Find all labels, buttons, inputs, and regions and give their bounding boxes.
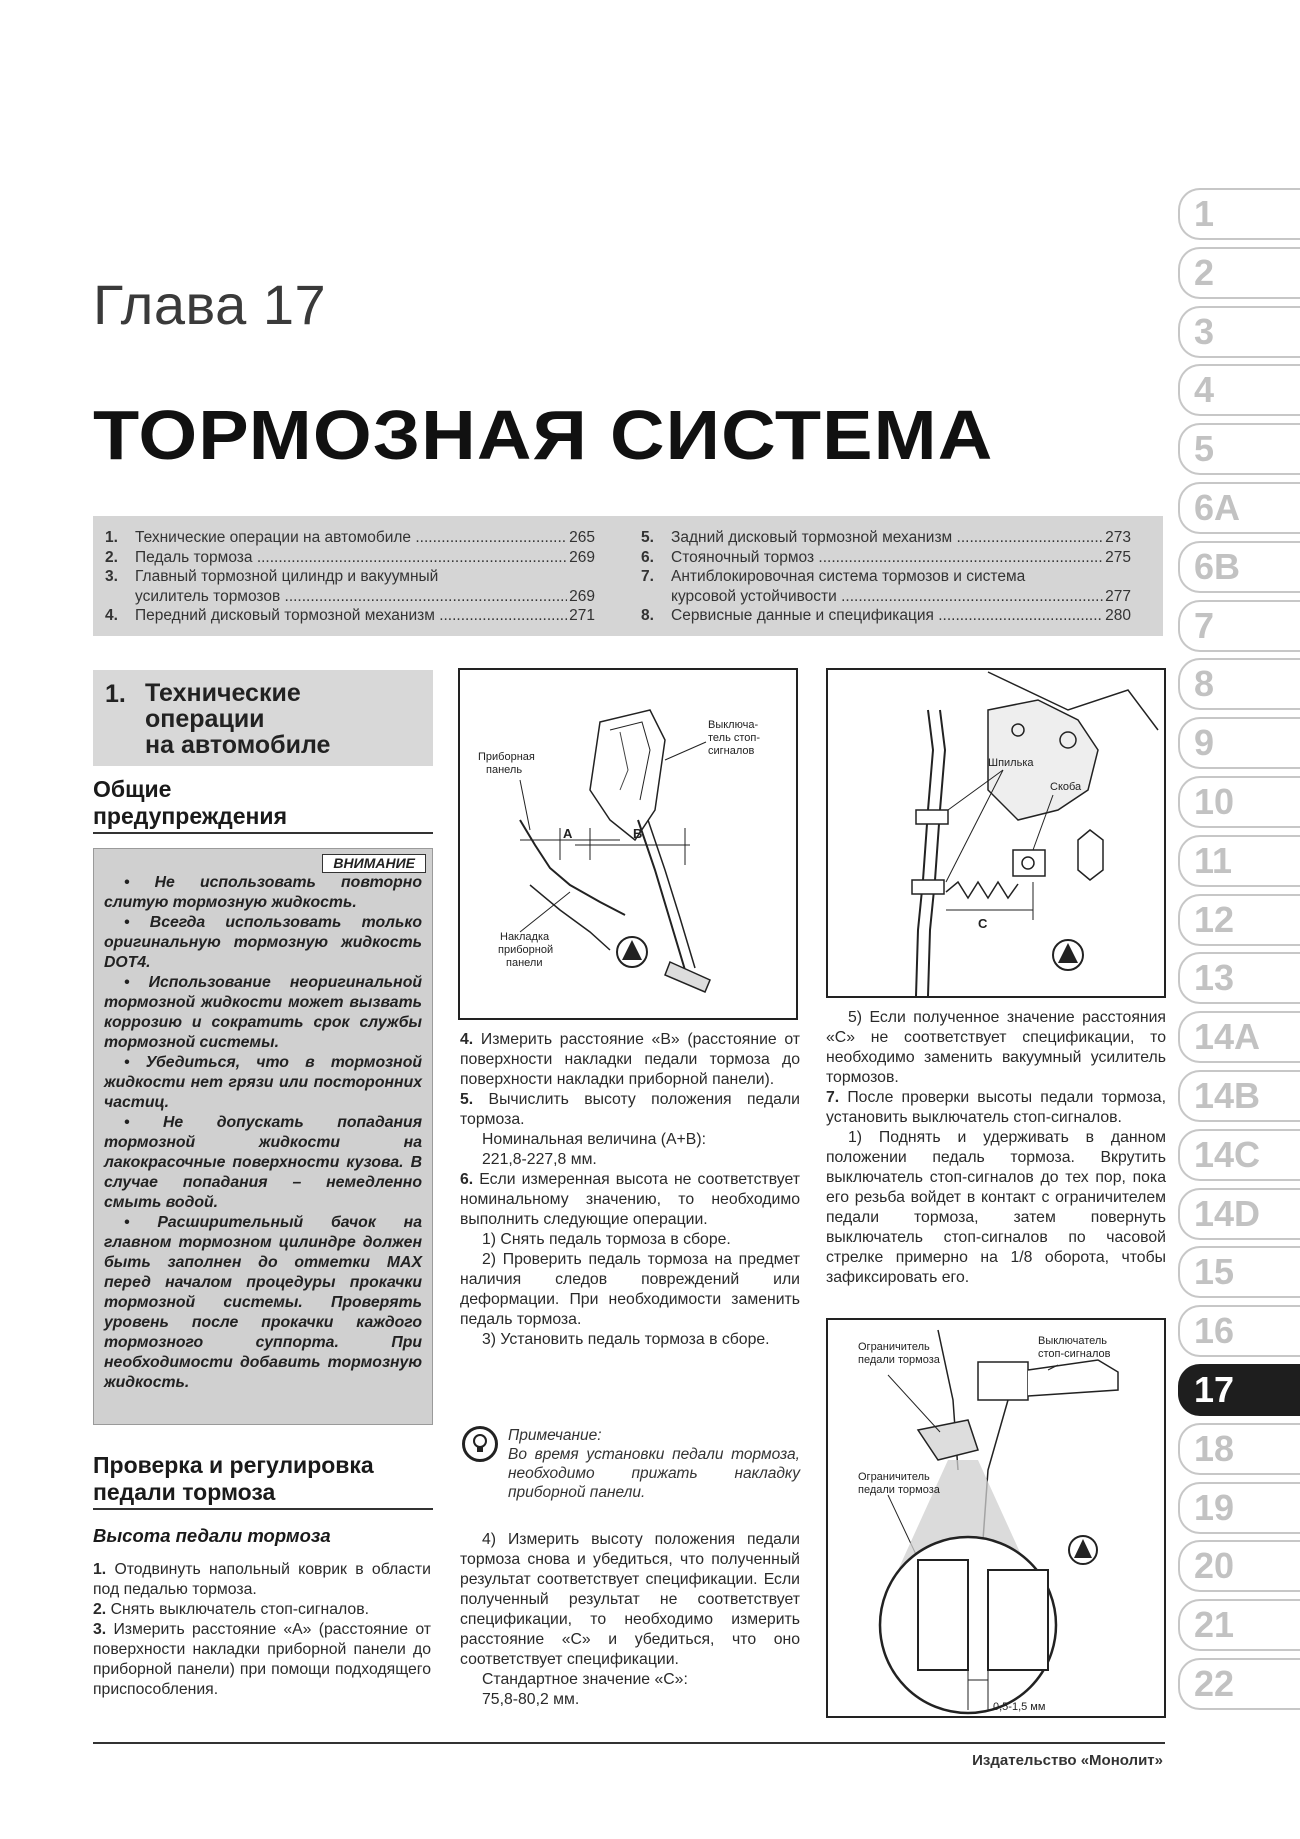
- tab-chapter-6b[interactable]: 6B: [1178, 541, 1300, 593]
- pedal-diagram: [460, 670, 796, 1018]
- substep-4: 4) Измерить высоту положения педали тормоза снова и убедиться, что полученный результат соответствует спецификации. Если полученный результат не соответствует спецификации, то необходимо измерить расстояние «C» и убедиться, что оно соответствует спецификации.: [460, 1531, 800, 1668]
- toc-num: 2.: [105, 548, 118, 566]
- tab-chapter-13[interactable]: 13: [1178, 952, 1300, 1004]
- figure-stud-bracket: [826, 668, 1166, 998]
- tab-chapter-9[interactable]: 9: [1178, 717, 1300, 769]
- toc-item-cont[interactable]: [641, 587, 1131, 607]
- trim-label-l3: панели: [506, 957, 543, 969]
- toc-page: 265: [569, 529, 595, 546]
- section-title-line: на автомобиле: [145, 731, 331, 759]
- section-number: 1.: [105, 680, 126, 708]
- step-5: 5. Вычислить высоту положения педали тормоза.: [460, 1091, 800, 1128]
- substep-2: 2) Проверить педаль тормоза на предмет наличия следов повреждений или деформации. При необходимости заменить педаль тормоза.: [460, 1251, 800, 1328]
- tab-chapter-14b[interactable]: 14B: [1178, 1070, 1300, 1122]
- column-2-text: [460, 1030, 800, 1350]
- note-body: Во время установки педали тормоза, необходимо прижать накладку приборной панели.: [508, 1446, 800, 1501]
- toc-num: 3.: [105, 568, 118, 585]
- toc-page: 275: [1105, 548, 1131, 566]
- toc-column-right: [641, 528, 1131, 626]
- substep-1: 1) Снять педаль тормоза в сборе.: [482, 1231, 731, 1248]
- toc-text: Главный тормозной цилиндр и вакуумный: [135, 568, 439, 585]
- nominal-value: 221,8-227,8 мм.: [482, 1151, 597, 1168]
- tab-chapter-14a[interactable]: 14A: [1178, 1011, 1300, 1063]
- heading-line: педали тормоза: [93, 1479, 276, 1505]
- dimension-b-label: B: [633, 826, 643, 841]
- pedal-stop2-label-l2: педали тормоза: [858, 1484, 940, 1496]
- note-text: [508, 1426, 800, 1502]
- step-6: 6. Если измеренная высота не соответствует номинальному значению, то необходимо выполнить следующие операции.: [460, 1171, 800, 1228]
- toc-item[interactable]: [641, 548, 1131, 568]
- tab-chapter-16[interactable]: 16: [1178, 1305, 1300, 1357]
- brake-switch-label-l1: Выключа-: [708, 719, 759, 731]
- tab-chapter-17-active[interactable]: 17: [1178, 1364, 1300, 1416]
- nominal-label: Номинальная величина (A+B):: [482, 1131, 706, 1148]
- section-title-line: операции: [145, 705, 265, 733]
- tab-chapter-3[interactable]: 3: [1178, 306, 1300, 358]
- tab-chapter-10[interactable]: 10: [1178, 776, 1300, 828]
- warning-box: [93, 848, 433, 1425]
- toc-text: Педаль тормоза: [135, 548, 253, 566]
- dimension-a-label: A: [563, 826, 573, 841]
- toc-page: 280: [1105, 607, 1131, 624]
- stud-label: Шпилька: [988, 757, 1034, 769]
- toc-num: 7.: [641, 568, 654, 585]
- toc-column-left: [105, 528, 595, 626]
- toc-text: Передний дисковый тормозной механизм: [135, 607, 435, 624]
- gap-label: 0,5-1,5 мм: [993, 1701, 1046, 1713]
- toc-text: усилитель тормозов: [135, 587, 281, 605]
- trim-label-l2: приборной: [498, 944, 554, 956]
- booster-diagram: [828, 670, 1164, 996]
- toc-num: 4.: [105, 607, 118, 624]
- bracket-label: Скоба: [1050, 781, 1082, 793]
- heading-line: предупреждения: [93, 803, 287, 829]
- toc-page: 271: [569, 607, 595, 624]
- heading-line: Общие: [93, 776, 172, 802]
- chapter-tabs: [1178, 188, 1300, 1717]
- toc-num: 1.: [105, 529, 118, 546]
- toc-item[interactable]: [105, 528, 595, 548]
- tab-chapter-14c[interactable]: 14C: [1178, 1129, 1300, 1181]
- toc-page: 277: [1105, 587, 1131, 605]
- publisher-footer: Издательство «Монолит»: [972, 1752, 1163, 1769]
- pedal-height-heading: Высота педали тормоза: [93, 1525, 331, 1546]
- step-4: 4. Измерить расстояние «B» (расстояние от поверхности накладки педали тормоза до поверхности накладки приборной панели).: [460, 1031, 800, 1088]
- toc-num: 8.: [641, 607, 654, 624]
- toc-page: 269: [569, 548, 595, 566]
- warning-text: [104, 873, 422, 1393]
- toc-item[interactable]: [641, 528, 1131, 548]
- toc-text: курсовой устойчивости: [671, 587, 837, 605]
- toc-text: Задний дисковый тормозной механизм: [671, 529, 953, 546]
- brake-switch-label-l2: тель стоп-: [708, 732, 761, 744]
- toc-text: Стояночный тормоз: [671, 548, 815, 566]
- toc-item-cont[interactable]: [105, 587, 595, 607]
- heading-line: Проверка и регулировка: [93, 1452, 374, 1478]
- toc-num: 5.: [641, 529, 654, 546]
- warning-tag: ВНИМАНИЕ: [322, 854, 426, 873]
- tab-chapter-22[interactable]: 22: [1178, 1658, 1300, 1710]
- tab-chapter-7[interactable]: 7: [1178, 600, 1300, 652]
- tab-chapter-11[interactable]: 11: [1178, 835, 1300, 887]
- tab-chapter-18[interactable]: 18: [1178, 1423, 1300, 1475]
- note-title: Примечание:: [508, 1427, 602, 1444]
- pedal-stop-label-l2: педали тормоза: [858, 1354, 940, 1366]
- trim-label-l1: Накладка: [500, 931, 550, 943]
- tab-chapter-2[interactable]: 2: [1178, 247, 1300, 299]
- step-2: 2. Снять выключатель стоп-сигналов.: [93, 1601, 370, 1618]
- toc-num: 6.: [641, 548, 654, 566]
- toc-item[interactable]: [641, 567, 1131, 587]
- brake-switch-label-l3: сигналов: [708, 745, 755, 757]
- switch-diagram: [828, 1320, 1164, 1716]
- toc-page: 269: [569, 587, 595, 605]
- section-1-heading: [93, 670, 433, 766]
- lightbulb-icon: [462, 1426, 498, 1462]
- toc-item[interactable]: [105, 567, 595, 587]
- warning-item: • Всегда использовать только оригинальную тормозную жидкость DOT4.: [104, 914, 422, 971]
- chapter-label: Глава 17: [93, 273, 327, 336]
- chapter-title: ТОРМОЗНАЯ СИСТЕМА: [93, 396, 994, 474]
- step-3: 3. Измерить расстояние «А» (расстояние от поверхности накладки приборной панели до приборной панели) при помощи подходящего приспособления.: [93, 1621, 431, 1698]
- column-3-text: [826, 1008, 1166, 1288]
- std-label: Стандартное значение «C»:: [482, 1671, 688, 1688]
- figure-pedal-distances: [458, 668, 798, 1020]
- section-title: [145, 680, 330, 758]
- tab-chapter-14d[interactable]: 14D: [1178, 1188, 1300, 1240]
- step-1: 1. Отодвинуть напольный коврик в области под педалью тормоза.: [93, 1561, 431, 1598]
- substep-5: 5) Если полученное значение расстояния «C» не соответствует спецификации, то необходимо заменить вакуумный усилитель тормозов.: [826, 1009, 1166, 1086]
- publisher-logo-icon: [617, 937, 647, 967]
- footer-divider: [93, 1742, 1165, 1744]
- warning-item: • Не использовать повторно слитую тормозную жидкость.: [104, 874, 422, 911]
- tab-chapter-5[interactable]: 5: [1178, 423, 1300, 475]
- tab-chapter-1[interactable]: 1: [1178, 188, 1300, 240]
- tab-chapter-19[interactable]: 19: [1178, 1482, 1300, 1534]
- general-warnings-heading: [93, 776, 433, 834]
- tab-chapter-4[interactable]: 4: [1178, 364, 1300, 416]
- dashboard-label-l2: панель: [486, 764, 523, 776]
- column-2-text-cont: [460, 1530, 800, 1710]
- toc-text: Сервисные данные и спецификация: [671, 607, 934, 624]
- tab-chapter-20[interactable]: 20: [1178, 1540, 1300, 1592]
- pedal-check-heading: [93, 1452, 433, 1510]
- toc-item[interactable]: [105, 606, 595, 626]
- toc-item[interactable]: [105, 548, 595, 568]
- toc-item[interactable]: [641, 606, 1131, 626]
- switch-label-l2: стоп-сигналов: [1038, 1348, 1111, 1360]
- table-of-contents: [93, 516, 1163, 636]
- tab-chapter-12[interactable]: 12: [1178, 894, 1300, 946]
- warning-item: • Использование неоригинальной тормозной жидкости может вызвать коррозию и сократить срок службы тормозной системы.: [104, 974, 422, 1051]
- substep-7-1: 1) Поднять и удерживать в данном положении педаль тормоза. Вкрутить выключатель стоп-сигналов до тех пор, пока его резьба войдет в контакт с ограничителем педали тормоза, затем повернуть выключатель стоп-сигналов по часовой стрелке примерно на 1/8 оборота, чтобы зафиксировать его.: [826, 1129, 1166, 1286]
- pedal-stop-label-l1: Ограничитель: [858, 1341, 930, 1353]
- toc-text: Антиблокировочная система тормозов и система: [671, 568, 1026, 585]
- toc-text: Технические операции на автомобиле: [135, 529, 412, 546]
- dimension-c-label: C: [978, 916, 988, 931]
- std-value: 75,8-80,2 мм.: [482, 1691, 580, 1708]
- publisher-logo-icon: [1053, 940, 1083, 970]
- publisher-logo-icon: [1069, 1536, 1097, 1564]
- section-title-line: Технические: [145, 679, 301, 707]
- warning-item: • Не допускать попадания тормозной жидкости на лакокрасочные поверхности кузова. В случае попадания – немедленно смыть водой.: [104, 1114, 422, 1211]
- tab-chapter-8[interactable]: 8: [1178, 658, 1300, 710]
- step-7: 7. После проверки высоты педали тормоза, установить выключатель стоп-сигналов.: [826, 1089, 1166, 1126]
- warning-item: • Убедиться, что в тормозной жидкости нет грязи или посторонних частиц.: [104, 1054, 422, 1111]
- tab-chapter-15[interactable]: 15: [1178, 1246, 1300, 1298]
- warning-item: • Расширительный бачок на главном тормозном цилиндре должен быть заполнен до отметки MAX перед началом процедуры прокачки тормозной системы. Проверять уровень после прокачки каждого тормозного суппорта. При необходимости добавить тормозную жидкость.: [104, 1214, 422, 1391]
- figure-pedal-stop: [826, 1318, 1166, 1718]
- tab-chapter-6a[interactable]: 6A: [1178, 482, 1300, 534]
- pedal-stop2-label-l1: Ограничитель: [858, 1471, 930, 1483]
- substep-3: 3) Установить педаль тормоза в сборе.: [482, 1331, 770, 1348]
- tab-chapter-21[interactable]: 21: [1178, 1599, 1300, 1651]
- dashboard-label-l1: Приборная: [478, 751, 535, 763]
- column-1-steps: [93, 1560, 431, 1700]
- toc-page: 273: [1105, 529, 1131, 546]
- switch-label-l1: Выключатель: [1038, 1335, 1108, 1347]
